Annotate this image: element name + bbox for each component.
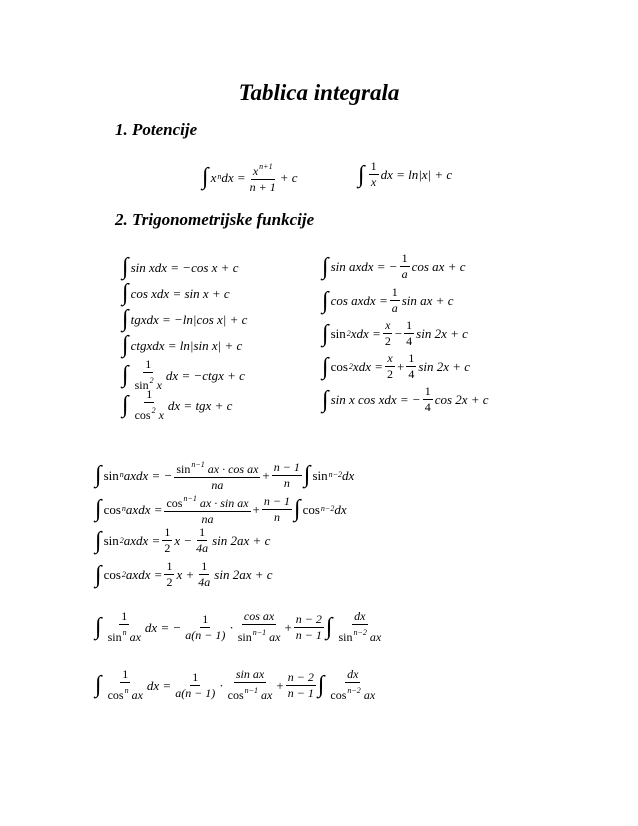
formula-cos-n: ∫ cos n axdx = $\frac{\cos^{n-1} ax \cdot \sin ax}{na}$ + $\frac{n - 1}{n}$ ∫ cos n−2 dx: [95, 493, 347, 526]
fraction: $\frac{1}{x}$: [370, 159, 377, 189]
formula-sin2-ax: ∫ sin 2 axdx = $\frac{1}{2}$ x − $\frac{1}{4a}$ sin 2ax + c: [95, 525, 271, 555]
fraction: $\frac{x^{n+1}}{n + 1}$: [249, 162, 276, 194]
formula-int-ctg: ∫ ctgxdx = ln|sin x| + c: [122, 332, 243, 358]
formula-sin-n: ∫ sin n axdx = − $\frac{\sin^{n-1} ax \cdot \cos ax}{na}$ + $\frac{n - 1}{n}$ ∫ sin n−2 dx: [95, 459, 355, 492]
formula-int-tg: ∫ tgxdx = −ln|cos x| + c: [122, 306, 248, 332]
formula-int-sin-cos: ∫ sin x cos xdx = − $\frac{1}{4}$ cos 2x + c: [322, 384, 489, 414]
formula-int-cos-ax: ∫ cos axdx = $\frac{1}{a}$ sin ax + c: [322, 285, 454, 315]
formula-cos2-ax: ∫ cos 2 axdx = $\frac{1}{2}$ x + $\frac{1}{4a}$ sin 2ax + c: [95, 559, 273, 589]
formula-int-inv-sin2: ∫ $\frac{1}{\sin^2 x}$ dx = −ctgx + c: [122, 357, 245, 392]
formula-reciprocal: ∫ $\frac{1}{x}$ dx = ln|x| + c: [358, 159, 453, 189]
formula-int-sin: ∫ sin xdx = −cos x + c: [122, 254, 239, 280]
section-heading-trigonometrijske: 2. Trigonometrijske funkcije: [115, 210, 315, 229]
formula-int-inv-cos2: ∫ $\frac{1}{\cos^2 x}$ dx = tgx + c: [122, 387, 233, 422]
formula-int-cos2: ∫ cos 2 xdx = $\frac{x}{2}$ + $\frac{1}{4}$ sin 2x + c: [322, 351, 471, 381]
formula-int-cos: ∫ cos xdx = sin x + c: [122, 280, 230, 306]
section-heading-potencije: 1. Potencije: [115, 120, 198, 139]
formula-recurrence-sin: ∫ $\frac{1}{\sin^n ax}$ dx = − $\frac{1}{a(n - 1)}$ · $\frac{\text{cos ax}}{\sin^{n-1} ax}$ + $\frac{n - 2}{n - 1}$ ∫ $\frac{dx}{\sin^{n-2} ax}$: [95, 609, 382, 644]
formula-int-sin-ax: ∫ sin axdx = − $\frac{1}{a}$ cos ax + c: [322, 251, 466, 281]
page-title: Tablica integrala: [238, 80, 400, 105]
formula-recurrence-cos: ∫ $\frac{1}{\cos^n ax}$ dx = $\frac{1}{a(n - 1)}$ · $\frac{\text{sin ax}}{\cos^{n-1} ax}$ + $\frac{n - 2}{n - 1}$ ∫ $\frac{dx}{\cos^{n-2} ax}$: [95, 667, 376, 702]
formula-int-sin2: ∫ sin 2 xdx = $\frac{x}{2}$ − $\frac{1}{4}$ sin 2x + c: [322, 318, 468, 348]
formula-power-rule: ∫ x n dx = $\frac{x^{n+1}}{n + 1}$ + c: [202, 162, 298, 194]
integral-sign: ∫: [202, 164, 209, 190]
integral-sign: ∫: [358, 161, 365, 188]
